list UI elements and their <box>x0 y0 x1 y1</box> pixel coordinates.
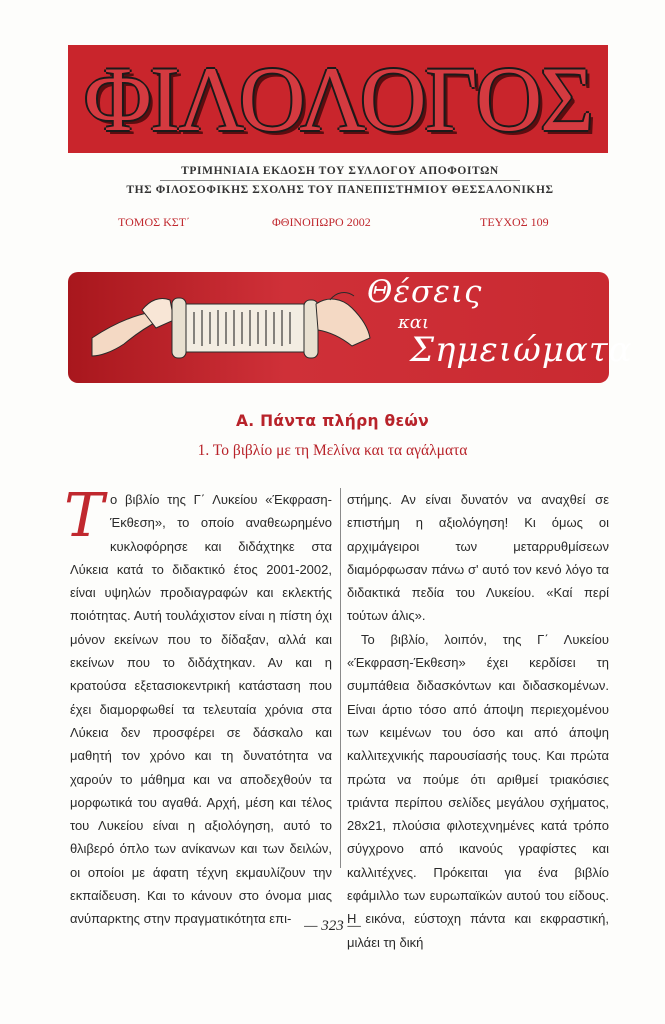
masthead-logo <box>68 45 608 153</box>
article-subheading: 1. Το βιβλίο με τη Μελίνα και τα αγάλματα <box>197 442 468 459</box>
right-column <box>347 488 609 954</box>
season-label: ΦΘΙΝΟΠΩΡΟ 2002 <box>272 215 371 229</box>
banner-word-simeiomata: Σημειώματα <box>410 330 633 370</box>
left-column-text: ο βιβλίο της Γ΄ Λυκείου «Έκφραση-Έκθεση», το οποίο αναθεωρημένο κυκλοφόρησε και διδάχτηκε στα Λύκεια κατά το διδακτικό έτος 2001-2002, είναι υψηλών προδιαγραφών και εκλεκτής ποιότητας. Αυτή τουλάχιστον είναι η πίστη όχι μόνον εκείνων που το δίδαξαν, αλλά και εκείνων που το διδάχτηκαν. Αν και η κρατούσα εξετασιοκεντρική κατάσταση που έχει διαμορφωθεί τα τελευταία χρόνια στα Λύκεια δεν προσφέρει σε δάσκαλο και μαθητή τον χρόνο και τη δυνατότητα να χαρούν το μάθημα και να αποδεχθούν τα μορφωτικά του αγαθά. Αρχή, μέση και τέλος του Λυκείου είναι η αξιολόγηση, αυτό το θλιβερό όπλο των ανίκανων και των δειλών, οι οποίοι με άφατη τέχνη εκμαυλίζουν την εκπαίδευση. Και το κάνουν στο όνομα μιας ανύπαρκτης στην πραγματικότητα επι- <box>70 492 332 927</box>
hands-holding-scroll-icon <box>90 286 370 370</box>
banner-word-kai: και <box>398 312 430 333</box>
right-column-paragraph-2: Το βιβλίο, λοιπόν, της Γ΄ Λυκείου «Έκφραση-Έκθεση» έχει κερδίσει τη συμπάθεια διδασκόντων και διδασκομένων. Είναι άρτιο τόσο από άποψη περιεχομένου των κειμένων του όσο και από άποψη καλλιτεχνικής παρουσίασής τους. Και πρώτα πρώτα να πούμε ότι αριθμεί τριακόσιες τριάντα περίπου σελίδες μεγάλου σχήματος, 28x21, πλούσια φιλοτεχνημένες κατά τρόπο σύγχρονο από ικανούς γραφίστες και καλλιτέχνες. Πρόκειται για ένα βιβλίο εφάμιλλο των ευρωπαϊκών αυτού του είδους. Η εικόνα, εύστοχη πάντα και εκφραστική, μιλάει τη δική <box>347 631 609 950</box>
subtitle-divider <box>160 180 520 181</box>
page-number: — 323 — <box>304 918 361 934</box>
volume-label: ΤΟΜΟΣ ΚΣΤ΄ <box>118 215 191 229</box>
issue-label: ΤΕΥΧΟΣ 109 <box>480 215 549 229</box>
masthead-subtitle-line2: ΤΗΣ ΦΙΛΟΣΟΦΙΚΗΣ ΣΧΟΛΗΣ ΤΟΥ ΠΑΝΕΠΙΣΤΗΜΙΟΥ ΘΕΣΣΑΛΟΝΙΚΗΣ <box>126 184 554 196</box>
right-column-paragraph-1: στήμης. Αν είναι δυνατόν να αναχθεί σε επιστήμη η αξιολόγηση! Κι όμως οι αρχιμάγειροι των μεταρρυθμίσεων διαμόρφωσαν πάνω σ' αυτό τον κενό λόγο τα διδακτικά πεδία του Λυκείου. «Καί περί τούτων άλις». <box>347 492 609 624</box>
left-column <box>64 481 332 931</box>
magazine-title: ΦΙΛΟΛΟΓΟΣ <box>84 48 592 150</box>
banner-word-theseis: Θέσεις <box>367 274 483 310</box>
article-heading: Α. Πάντα πλήρη θεών <box>235 412 430 430</box>
section-banner <box>68 272 633 383</box>
column-divider <box>340 488 341 868</box>
masthead-subtitle-line1: ΤΡΙΜΗΝΙΑΙΑ ΕΚΔΟΣΗ ΤΟΥ ΣΥΛΛΟΓΟΥ ΑΠΟΦΟΙΤΩΝ <box>181 165 499 177</box>
drop-cap: Τ <box>64 481 105 551</box>
